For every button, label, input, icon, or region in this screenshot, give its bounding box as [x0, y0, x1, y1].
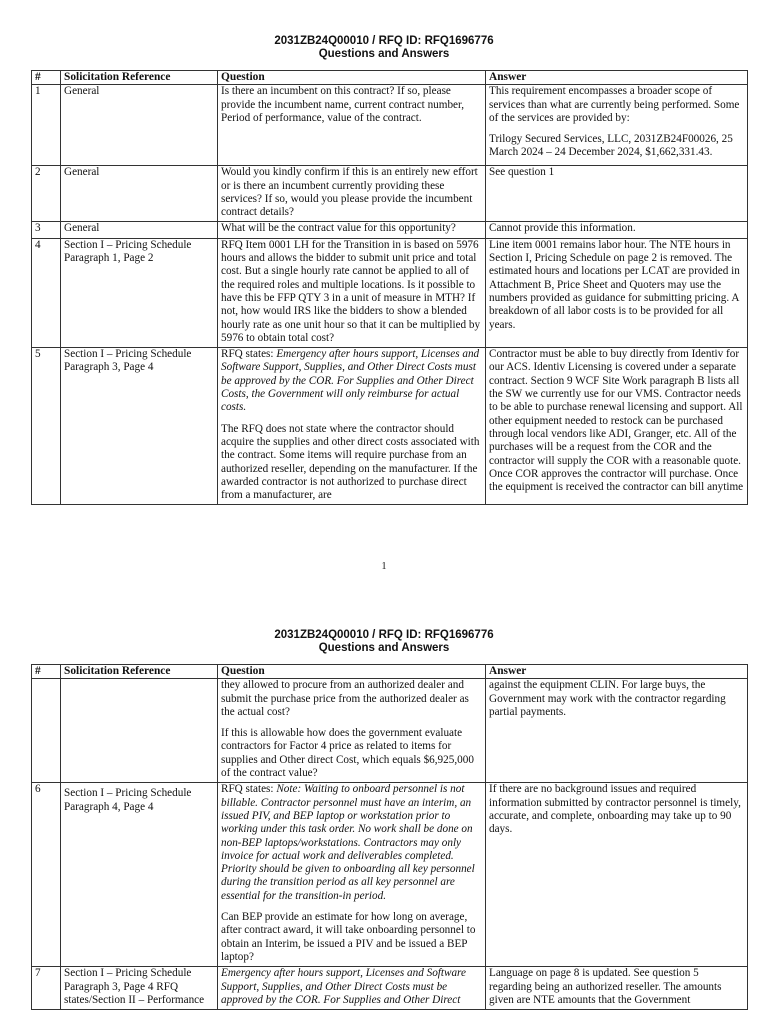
question-cell — [218, 348, 486, 505]
question-text: The RFQ does not state where the contractor should acquire the supplies and other direct costs associated with the contract. Some items will require purchase from an authorized reseller, depending on the manufacturer. If the awarded contractor is not authorized to purchase direct from a manufacturer, are — [221, 422, 480, 502]
row-number: 1 — [32, 85, 61, 166]
table-row — [32, 783, 748, 967]
question-cell — [218, 222, 486, 238]
question-cell — [218, 967, 486, 1010]
column-header-number: # — [32, 71, 61, 85]
column-header-answer: Answer — [486, 71, 748, 85]
page-number: 1 — [381, 561, 387, 572]
question-text: RFQ Item 0001 LH for the Transition in is based on 5976 hours and allows the bidder to submit unit price and total cost. But a single hourly rate cannot be applied to all of the required roles and multiple locations. Is it possible to have this be FFP QTY 3 in a unit of measure in MTH? If not, how would IRS like the bidders to show a blended hourly rate as one unit hour so that it can be multiplied by 5976 to obtain total cost? — [221, 238, 481, 344]
column-header-reference: Solicitation Reference — [61, 665, 218, 679]
column-header-number: # — [32, 665, 61, 679]
solicitation-reference: General — [61, 166, 218, 222]
question-cell — [218, 783, 486, 967]
column-header-answer: Answer — [486, 665, 748, 679]
question-text: Would you kindly confirm if this is an entirely new effort or is there an incumbent currently providing these services? If so, would you please provide the incumbent contract details? — [221, 166, 478, 219]
question-text: RFQ states: Note: Waiting to onboard personnel is not billable. Contractor personnel must have an interim, an issued PIV, and BEP laptop or workstation prior to working under this task order. No work shall be done on non-BEP laptops/workstations. Contractors may only invoice for actual work and deliverables completed. Priority should be given to onboarding all key personnel during the transition period as all key personnel are essential for the transition-in period. — [221, 783, 475, 902]
answer-cell — [486, 166, 748, 222]
answer-cell — [486, 238, 748, 347]
document-title: 2031ZB24Q00010 / RFQ ID: RFQ1696776 — [274, 629, 494, 641]
solicitation-reference: General — [61, 222, 218, 238]
answer-cell — [486, 85, 748, 166]
document-subtitle: Questions and Answers — [318, 48, 450, 60]
column-header-question: Question — [218, 665, 486, 679]
answer-text: If there are no background issues and required information submitted by contractor personnel is timely, accurate, and complete, onboarding may take up to 90 days. — [489, 783, 741, 836]
solicitation-reference: Section I – Pricing Schedule Paragraph 3, Page 4 — [61, 348, 218, 505]
answer-text: See question 1 — [489, 166, 555, 179]
row-number: 3 — [32, 222, 61, 238]
table-row — [32, 85, 748, 166]
solicitation-reference: Section I – Pricing Schedule Paragraph 4, Page 4 — [61, 783, 218, 967]
table-header-row — [32, 71, 748, 85]
question-cell — [218, 679, 486, 783]
answer-cell — [486, 222, 748, 238]
table-row — [32, 967, 748, 1010]
answer-cell — [486, 348, 748, 505]
question-text: Can BEP provide an estimate for how long on average, after contract award, it will take onboarding personnel to obtain an Interim, be issued a PIV and be issued a BEP laptop? — [221, 911, 476, 963]
answer-text: Language on page 8 is updated. See question 5 regarding being an authorized reseller. The amounts given are NTE amounts that the Government — [489, 967, 722, 1006]
table-row — [32, 222, 748, 238]
question-text: If this is allowable how does the government evaluate contractors for Factor 4 price as related to items for supplies and Other direct Cost, which equals $6,925,000 of the contract value? — [221, 727, 474, 780]
solicitation-reference: Section I – Pricing Schedule Paragraph 3, Page 4 RFQ states/Section II – Performance — [61, 967, 218, 1010]
answer-text: Cannot provide this information. — [489, 222, 636, 235]
qa-table-page-2 — [31, 664, 748, 1010]
solicitation-reference: Section I – Pricing Schedule Paragraph 1, Page 2 — [61, 238, 218, 347]
column-header-question: Question — [218, 71, 486, 85]
question-cell — [218, 85, 486, 166]
row-number: 6 — [32, 783, 61, 967]
answer-cell — [486, 679, 748, 783]
table-row — [32, 348, 748, 505]
question-cell — [218, 238, 486, 347]
row-number: 4 — [32, 238, 61, 347]
answer-text: against the equipment CLIN. For large buys, the Government may work with the contractor regarding partial payments. — [489, 679, 726, 718]
row-number: 2 — [32, 166, 61, 222]
question-text: RFQ states: Emergency after hours support, Licenses and Software Support, Supplies, and Other Direct Costs must be approved by the COR. For Supplies and Other Direct Costs, the Government will only reimburse for actual costs. — [221, 348, 480, 414]
column-header-reference: Solicitation Reference — [61, 71, 218, 85]
table-header-row — [32, 665, 748, 679]
question-text: What will be the contract value for this opportunity? — [221, 222, 456, 235]
solicitation-reference: General — [61, 85, 218, 166]
question-text: they allowed to procure from an authorized dealer and submit the purchase price from the authorized dealer as the actual cost? — [221, 679, 469, 718]
qa-table-page-1 — [31, 70, 748, 505]
answer-text: Contractor must be able to buy directly from Identiv for our ACS. Identiv Licensing is covered under a separate contract. Section 9 WCF Site Work paragraph B lists all the SW we currently use for our VMS. Contractor needs to be able to purchase renewal licensing and support. All other equipment needed to restock can be purchased through local vendors like ADI, Granger, etc. All of the purchases will be a request from the COR and the contractor will supply the COR with a reasonable quote. Once COR approves the contractor will purchase. Once the equipment is received the contractor can bill anytime — [489, 348, 744, 494]
question-text: Emergency after hours support, Licenses and Software Support, Supplies, and Other Direct Costs must be approved by the COR. For Supplies and Other Direct — [221, 967, 466, 1006]
answer-cell — [486, 783, 748, 967]
answer-cell — [486, 967, 748, 1010]
answer-text: Line item 0001 remains labor hour. The NTE hours in Section I, Pricing Schedule on page 2 is removed. The estimated hours and locations per LCAT are provided in Attachment B, Price Sheet and Quoters may use the numbers provided as guidance for submitting pricing. A breakdown of all labor costs is to be provided for all years. — [489, 238, 740, 331]
row-number: 7 — [32, 967, 61, 1010]
row-number: 5 — [32, 348, 61, 505]
answer-text: This requirement encompasses a broader scope of services than what are currently being performed. Some of the services are provided by: — [489, 85, 740, 124]
document-title: 2031ZB24Q00010 / RFQ ID: RFQ1696776 — [274, 35, 494, 47]
question-text: Is there an incumbent on this contract? If so, please provide the incumbent name, current contract number, Period of performance, value of the contract. — [221, 85, 465, 124]
question-cell — [218, 166, 486, 222]
answer-text: Trilogy Secured Services, LLC, 2031ZB24F00026, 25 March 2024 – 24 December 2024, $1,662,331.43. — [489, 133, 733, 159]
document-subtitle: Questions and Answers — [318, 642, 450, 654]
table-row — [32, 166, 748, 222]
table-row — [32, 238, 748, 347]
table-row — [32, 679, 748, 783]
